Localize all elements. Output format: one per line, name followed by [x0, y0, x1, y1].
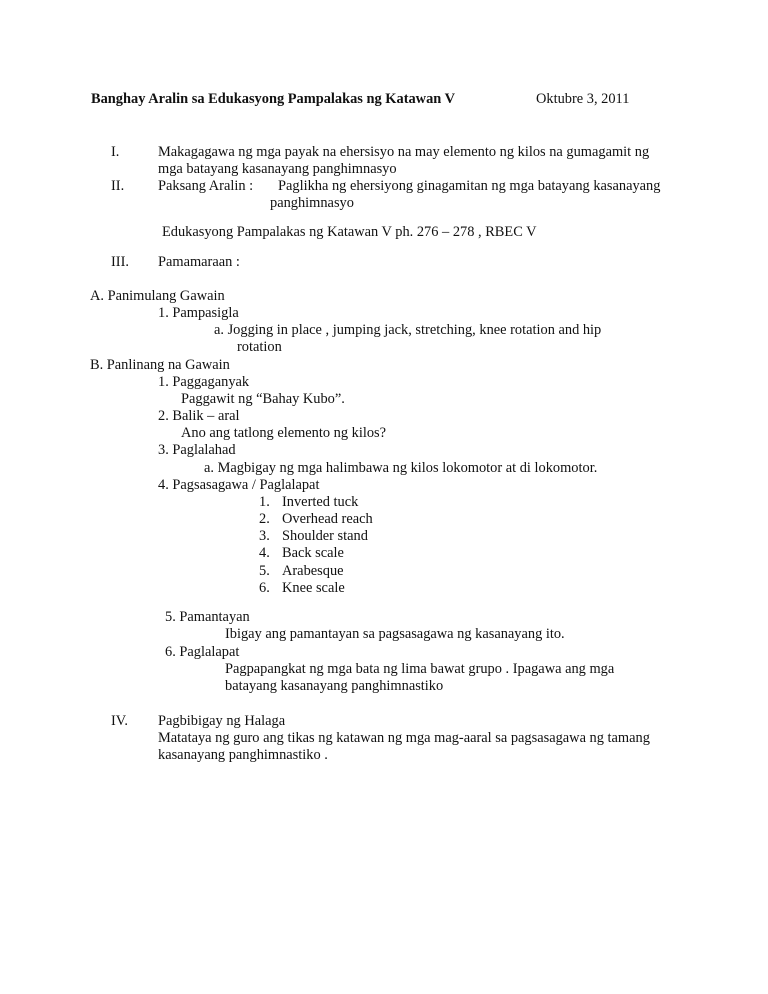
- part-b-item-1-detail: Paggawit ng “Bahay Kubo”.: [181, 391, 345, 407]
- skill-name: Knee scale: [282, 580, 345, 596]
- part-b-item-3-subitem: a. Magbigay ng mga halimbawa ng kilos lokomotor at di lokomotor.: [204, 460, 598, 476]
- skill-name: Inverted tuck: [282, 494, 359, 510]
- subject-line-1: Paglikha ng ehersiyong ginagamitan ng mga batayang kasanayang: [278, 178, 661, 194]
- skill-number: 1.: [259, 494, 270, 510]
- skill-number: 2.: [259, 511, 270, 527]
- section-3-numeral: III.: [111, 254, 129, 270]
- reference-line: Edukasyong Pampalakas ng Katawan V ph. 276 – 278 , RBEC V: [162, 224, 537, 240]
- part-a-item-1: 1. Pampasigla: [158, 305, 239, 321]
- section-4-numeral: IV.: [111, 713, 128, 729]
- part-b-item-4: 4. Pagsasagawa / Paglalapat: [158, 477, 320, 493]
- part-b-item-6-line-2: batayang kasanayang panghimnastiko: [225, 678, 444, 694]
- part-b-item-2-detail: Ano ang tatlong elemento ng kilos?: [181, 425, 387, 441]
- skill-number: 5.: [259, 563, 270, 579]
- skill-name: Back scale: [282, 545, 344, 561]
- part-b-item-5-detail: Ibigay ang pamantayan sa pagsasagawa ng kasanayang ito.: [225, 626, 565, 642]
- subject-label: Paksang Aralin :: [158, 178, 254, 194]
- document-title: Banghay Aralin sa Edukasyong Pampalakas ng Katawan V: [91, 91, 456, 107]
- evaluation-label: Pagbibigay ng Halaga: [158, 713, 286, 729]
- subject-line-2: panghimnasyo: [270, 195, 354, 211]
- objective-line-2: mga batayang kasanayang panghimnasyo: [158, 161, 397, 177]
- part-b-heading: B. Panlinang na Gawain: [90, 357, 230, 373]
- skill-number: 6.: [259, 580, 270, 596]
- part-a-subitem-a-line-2: rotation: [237, 339, 282, 355]
- part-b-item-6: 6. Paglalapat: [165, 644, 240, 660]
- skill-name: Overhead reach: [282, 511, 373, 527]
- part-b-item-5: 5. Pamantayan: [165, 609, 250, 625]
- evaluation-line-2: kasanayang panghimnastiko .: [158, 747, 328, 763]
- part-b-item-2: 2. Balik – aral: [158, 408, 240, 424]
- skill-name: Arabesque: [282, 563, 344, 579]
- section-1-numeral: I.: [111, 144, 120, 160]
- part-a-subitem-a-line-1: a. Jogging in place , jumping jack, stretching, knee rotation and hip: [214, 322, 602, 338]
- document-date: Oktubre 3, 2011: [536, 91, 630, 107]
- skill-name: Shoulder stand: [282, 528, 368, 544]
- part-b-item-6-line-1: Pagpapangkat ng mga bata ng lima bawat grupo . Ipagawa ang mga: [225, 661, 615, 677]
- part-a-heading: A. Panimulang Gawain: [90, 288, 225, 304]
- evaluation-line-1: Matataya ng guro ang tikas ng katawan ng mga mag-aaral sa pagsasagawa ng tamang: [158, 730, 650, 746]
- objective-line-1: Makagagawa ng mga payak na ehersisyo na may elemento ng kilos na gumagamit ng: [158, 144, 650, 160]
- procedure-label: Pamamaraan :: [158, 254, 240, 270]
- section-2-numeral: II.: [111, 178, 125, 194]
- skill-number: 4.: [259, 545, 270, 561]
- skill-number: 3.: [259, 528, 270, 544]
- part-b-item-1: 1. Paggaganyak: [158, 374, 250, 390]
- part-b-item-3: 3. Paglalahad: [158, 442, 236, 458]
